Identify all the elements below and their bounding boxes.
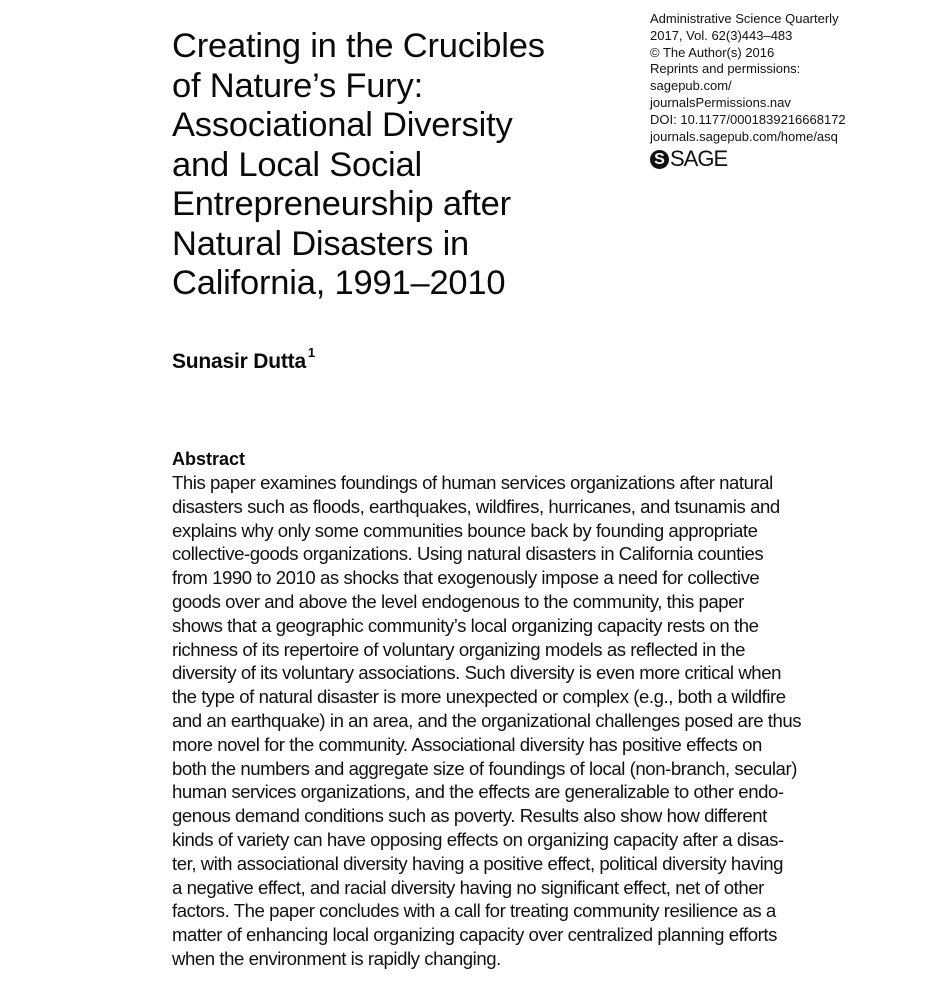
abstract-line: when the environment is rapidly changing. bbox=[172, 947, 501, 969]
abstract-line: and an earthquake) in an area, and the organizational challenges posed are thus bbox=[172, 709, 802, 731]
abstract-line: matter of enhancing local organizing capacity over centralized planning efforts bbox=[172, 924, 777, 946]
reprints-link-line2[interactable]: journalsPermissions.nav bbox=[650, 94, 791, 110]
sage-logo bbox=[650, 146, 910, 172]
abstract-line: This paper examines foundings of human services organizations after natural bbox=[172, 472, 773, 493]
abstract-line: goods over and above the level endogenous to the community, this paper bbox=[172, 590, 744, 612]
title-line: and Local Social bbox=[172, 145, 422, 184]
copyright: © The Author(s) 2016 bbox=[650, 44, 775, 60]
s-circle-logo-icon: S bbox=[650, 150, 669, 169]
abstract-line: collective-goods organizations. Using natural disasters in California counties bbox=[172, 543, 764, 565]
abstract-line: from 1990 to 2010 as shocks that exogenously impose a need for collective bbox=[172, 567, 760, 589]
abstract-line: explains why only some communities bounce back by founding appropriate bbox=[172, 519, 758, 541]
volume-issue: 2017, Vol. 62(3)443–483 bbox=[650, 27, 793, 43]
abstract-line: both the numbers and aggregate size of foundings of local (non-branch, secular) bbox=[172, 757, 797, 779]
title-line: Creating in the Crucibles bbox=[172, 27, 545, 65]
title-line: Entrepreneurship after bbox=[172, 185, 511, 223]
abstract-line: a negative effect, and racial diversity having no significant effect, net of other bbox=[172, 876, 764, 898]
abstract-line: more novel for the community. Associational diversity has positive effects on bbox=[172, 733, 762, 755]
title-line: Associational Diversity bbox=[172, 106, 513, 144]
abstract-line: the type of natural disaster is more unexpected or complex (e.g., both a wildfire bbox=[172, 686, 786, 708]
article-title bbox=[172, 27, 612, 304]
sage-logo-text: SAGE bbox=[670, 145, 728, 171]
reprints-link-line1[interactable]: sagepub.com/ bbox=[650, 78, 732, 94]
author-name: Sunasir Dutta bbox=[172, 350, 306, 373]
doi[interactable]: DOI: 10.1177/0001839216668172 bbox=[650, 111, 846, 127]
abstract-line: ter, with associational diversity having a positive effect, political diversity having bbox=[172, 852, 784, 874]
abstract-line: richness of its repertoire of voluntary organizing models as reflected in the bbox=[172, 638, 746, 660]
affiliation-marker[interactable]: 1 bbox=[307, 345, 315, 360]
abstract-heading: Abstract bbox=[172, 449, 246, 469]
abstract-line: shows that a geographic community’s local organizing capacity rests on the bbox=[172, 614, 759, 636]
title-line: of Nature’s Fury: bbox=[172, 66, 423, 105]
journal-name: Administrative Science Quarterly bbox=[650, 11, 839, 26]
journal-metadata bbox=[650, 11, 910, 172]
abstract-line: human services organizations, and the effects are generalizable to other endo- bbox=[172, 781, 784, 803]
abstract-line: genous demand conditions such as poverty. Results also show how different bbox=[172, 805, 767, 827]
author bbox=[172, 345, 315, 374]
abstract-line: disasters such as floods, earthquakes, wildfires, hurricanes, and tsunamis and bbox=[172, 495, 780, 517]
abstract-body bbox=[172, 471, 882, 971]
title-line: Natural Disasters in bbox=[172, 224, 470, 263]
abstract-line: kinds of variety can have opposing effects on organizing capacity after a disas- bbox=[172, 828, 784, 850]
title-line: California, 1991–2010 bbox=[172, 264, 506, 302]
abstract-line: factors. The paper concludes with a call for treating community resilience as a bbox=[172, 900, 776, 922]
reprints-label: Reprints and permissions: bbox=[650, 61, 801, 77]
journal-url[interactable]: journals.sagepub.com/home/asq bbox=[650, 128, 838, 144]
abstract-line: diversity of its voluntary associations. Such diversity is even more critical when bbox=[172, 662, 781, 684]
